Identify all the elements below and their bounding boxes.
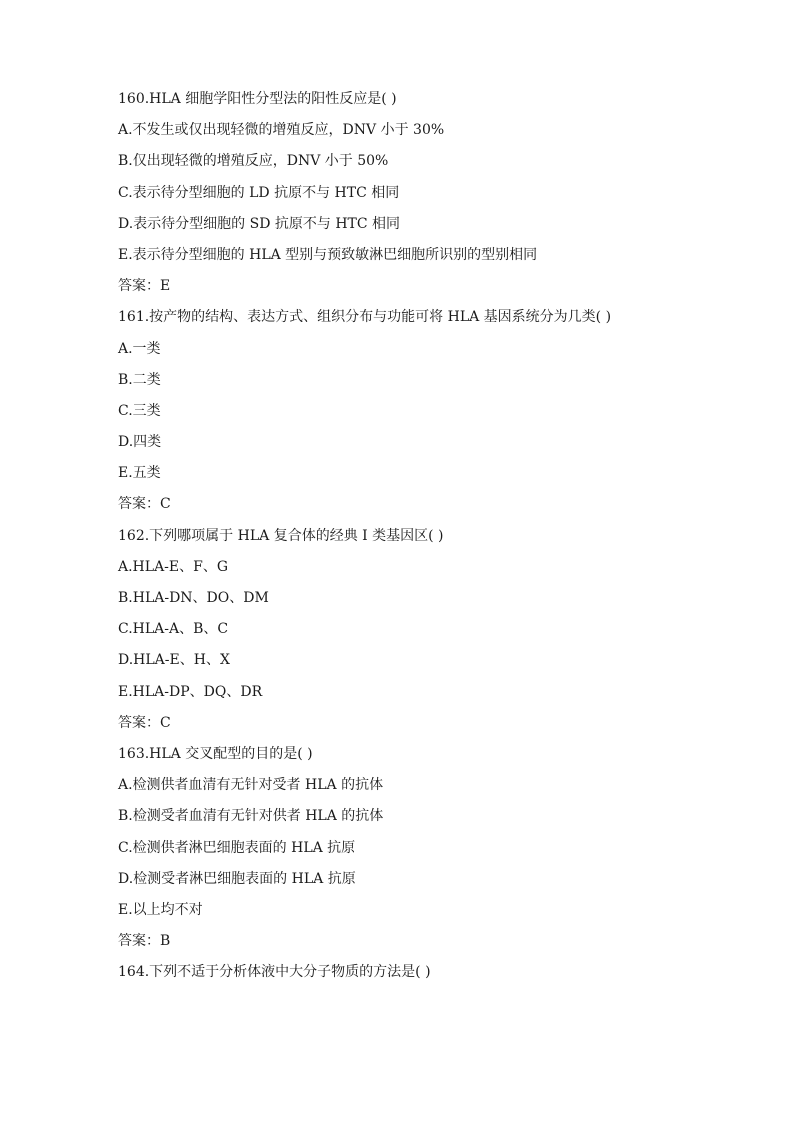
question-stem: 164.下列不适于分析体液中大分子物质的方法是( ) xyxy=(118,964,431,981)
option-b: B.二类 xyxy=(118,371,161,388)
option-b: B.检测受者血清有无针对供者 HLA 的抗体 xyxy=(118,808,384,825)
option-a: A.检测供者血清有无针对受者 HLA 的抗体 xyxy=(118,777,384,794)
option-b: B.仅出现轻微的增殖反应，DNV 小于 50% xyxy=(118,153,389,170)
question-stem: 163.HLA 交叉配型的目的是( ) xyxy=(118,745,313,762)
option-b: B.HLA-DN、DO、DM xyxy=(118,590,269,606)
option-e: E.以上均不对 xyxy=(118,901,203,918)
option-e: E.五类 xyxy=(118,465,161,482)
option-d: D.检测受者淋巴细胞表面的 HLA 抗原 xyxy=(118,870,356,887)
option-d: D.四类 xyxy=(118,434,162,451)
option-a: A.HLA-E、F、G xyxy=(118,558,229,575)
question-stem: 162.下列哪项属于 HLA 复合体的经典 I 类基因区( ) xyxy=(118,527,444,544)
option-d: D.HLA-E、H、X xyxy=(118,652,230,669)
document-page xyxy=(118,84,718,988)
option-e: E.HLA-DP、DQ、DR xyxy=(118,683,263,700)
option-c: C.三类 xyxy=(118,402,161,419)
option-c: C.检测供者淋巴细胞表面的 HLA 抗原 xyxy=(118,839,356,856)
answer: 答案：C xyxy=(118,496,171,513)
answer: 答案：B xyxy=(118,933,171,950)
question-stem: 161.按产物的结构、表达方式、组织分布与功能可将 HLA 基因系统分为几类( ) xyxy=(118,309,612,326)
answer: 答案：C xyxy=(118,714,171,731)
answer: 答案：E xyxy=(118,278,171,295)
option-a: A.不发生或仅出现轻微的增殖反应，DNV 小于 30% xyxy=(118,122,445,139)
option-a: A.一类 xyxy=(118,340,161,357)
option-c: C.表示待分型细胞的 LD 抗原不与 HTC 相同 xyxy=(118,184,400,201)
question-stem: 160.HLA 细胞学阳性分型法的阳性反应是( ) xyxy=(118,91,397,107)
option-d: D.表示待分型细胞的 SD 抗原不与 HTC 相同 xyxy=(118,215,401,232)
option-e: E.表示待分型细胞的 HLA 型别与预致敏淋巴细胞所识别的型别相同 xyxy=(118,246,538,263)
option-c: C.HLA-A、B、C xyxy=(118,621,229,638)
